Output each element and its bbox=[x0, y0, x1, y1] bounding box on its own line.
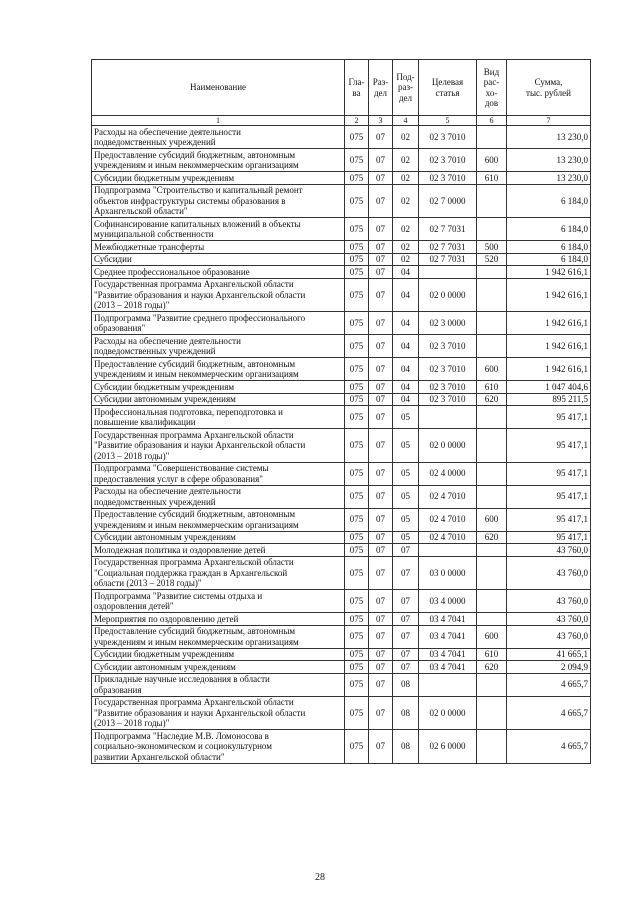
table-row bbox=[92, 462, 591, 485]
row-name-cell: Субсидии бюджетным учреждениям bbox=[92, 172, 345, 185]
row-name-cell: Государственная программа Архангельской области "Развитие образования и науки Архангельской области (2013 – 2018 годы)" bbox=[92, 278, 345, 312]
row-name-cell: Среднее профессиональное образование bbox=[92, 266, 345, 279]
table-row bbox=[92, 730, 591, 764]
row-name-cell: Подпрограмма "Развитие среднего профессионального образования" bbox=[92, 312, 345, 335]
row-celevaya-cell: 02 4 7010 bbox=[419, 508, 477, 531]
row-vid-cell bbox=[477, 462, 507, 485]
row-glava-cell: 075 bbox=[345, 673, 369, 696]
row-vid-cell: 600 bbox=[477, 149, 507, 172]
row-summa-cell: 43 760,0 bbox=[507, 625, 591, 648]
row-glava-cell: 075 bbox=[345, 625, 369, 648]
table-row bbox=[92, 218, 591, 241]
row-podrazdel-cell: 07 bbox=[393, 648, 419, 661]
table-row bbox=[92, 381, 591, 394]
row-summa-cell: 95 417,1 bbox=[507, 531, 591, 544]
row-vid-cell bbox=[477, 335, 507, 358]
row-summa-cell: 895 211,5 bbox=[507, 393, 591, 406]
row-glava-cell: 075 bbox=[345, 381, 369, 394]
table-row bbox=[92, 406, 591, 429]
row-summa-cell: 41 665,1 bbox=[507, 648, 591, 661]
row-razdel-cell: 07 bbox=[369, 544, 393, 557]
column-number-row bbox=[92, 116, 591, 126]
row-podrazdel-cell: 02 bbox=[393, 126, 419, 149]
row-glava-cell: 075 bbox=[345, 590, 369, 613]
table-row bbox=[92, 312, 591, 335]
row-summa-cell: 95 417,1 bbox=[507, 485, 591, 508]
row-summa-cell: 43 760,0 bbox=[507, 556, 591, 590]
row-vid-cell bbox=[477, 556, 507, 590]
row-vid-cell: 600 bbox=[477, 358, 507, 381]
row-razdel-cell: 07 bbox=[369, 381, 393, 394]
row-podrazdel-cell: 02 bbox=[393, 241, 419, 254]
table-row bbox=[92, 590, 591, 613]
table-row bbox=[92, 253, 591, 266]
row-glava-cell: 075 bbox=[345, 730, 369, 764]
row-glava-cell: 075 bbox=[345, 278, 369, 312]
row-vid-cell: 620 bbox=[477, 661, 507, 674]
row-summa-cell: 6 184,0 bbox=[507, 241, 591, 254]
row-vid-cell bbox=[477, 312, 507, 335]
row-vid-cell bbox=[477, 278, 507, 312]
row-name-cell: Софинансирование капитальных вложений в объекты муниципальной собственности bbox=[92, 218, 345, 241]
row-celevaya-cell: 02 0 0000 bbox=[419, 429, 477, 463]
table-row bbox=[92, 556, 591, 590]
row-razdel-cell: 07 bbox=[369, 673, 393, 696]
row-summa-cell: 1 942 616,1 bbox=[507, 266, 591, 279]
row-glava-cell: 075 bbox=[345, 429, 369, 463]
row-name-cell: Субсидии бюджетным учреждениям bbox=[92, 648, 345, 661]
row-podrazdel-cell: 04 bbox=[393, 278, 419, 312]
row-celevaya-cell: 02 7 0000 bbox=[419, 184, 477, 218]
row-podrazdel-cell: 08 bbox=[393, 696, 419, 730]
col-name-header: Наименование bbox=[92, 60, 345, 116]
row-name-cell: Расходы на обеспечение деятельности подведомственных учреждений bbox=[92, 485, 345, 508]
row-podrazdel-cell: 04 bbox=[393, 335, 419, 358]
row-glava-cell: 075 bbox=[345, 253, 369, 266]
row-razdel-cell: 07 bbox=[369, 172, 393, 185]
row-name-cell: Мероприятия по оздоровлению детей bbox=[92, 613, 345, 626]
row-glava-cell: 075 bbox=[345, 661, 369, 674]
row-celevaya-cell: 02 3 7010 bbox=[419, 381, 477, 394]
col-razdel-header: Раз- дел bbox=[369, 60, 393, 116]
row-name-cell: Государственная программа Архангельской области "Развитие образования и науки Архангельской области (2013 – 2018 годы)" bbox=[92, 696, 345, 730]
row-name-cell: Субсидии автономным учреждениям bbox=[92, 531, 345, 544]
row-razdel-cell: 07 bbox=[369, 648, 393, 661]
row-name-cell: Государственная программа Архангельской области "Развитие образования и науки Архангельской области (2013 – 2018 годы)" bbox=[92, 429, 345, 463]
row-razdel-cell: 07 bbox=[369, 241, 393, 254]
table-row bbox=[92, 358, 591, 381]
row-summa-cell: 13 230,0 bbox=[507, 172, 591, 185]
row-podrazdel-cell: 07 bbox=[393, 590, 419, 613]
row-vid-cell: 600 bbox=[477, 508, 507, 531]
row-vid-cell bbox=[477, 218, 507, 241]
row-celevaya-cell: 02 4 7010 bbox=[419, 531, 477, 544]
col-number: 3 bbox=[369, 116, 393, 126]
row-summa-cell: 95 417,1 bbox=[507, 429, 591, 463]
budget-sheet bbox=[91, 59, 590, 764]
row-glava-cell: 075 bbox=[345, 172, 369, 185]
row-celevaya-cell: 02 4 0000 bbox=[419, 462, 477, 485]
row-razdel-cell: 07 bbox=[369, 266, 393, 279]
row-razdel-cell: 07 bbox=[369, 429, 393, 463]
row-razdel-cell: 07 bbox=[369, 531, 393, 544]
row-razdel-cell: 07 bbox=[369, 393, 393, 406]
row-podrazdel-cell: 02 bbox=[393, 253, 419, 266]
row-podrazdel-cell: 04 bbox=[393, 393, 419, 406]
row-podrazdel-cell: 02 bbox=[393, 149, 419, 172]
row-celevaya-cell: 03 0 0000 bbox=[419, 556, 477, 590]
row-vid-cell bbox=[477, 696, 507, 730]
row-name-cell: Предоставление субсидий бюджетным, автономным учреждениям и иным некоммерческим организациям bbox=[92, 508, 345, 531]
row-name-cell: Расходы на обеспечение деятельности подведомственных учреждений bbox=[92, 335, 345, 358]
row-name-cell: Субсидии бюджетным учреждениям bbox=[92, 381, 345, 394]
row-summa-cell: 1 942 616,1 bbox=[507, 358, 591, 381]
row-celevaya-cell bbox=[419, 673, 477, 696]
row-podrazdel-cell: 04 bbox=[393, 381, 419, 394]
row-summa-cell: 43 760,0 bbox=[507, 613, 591, 626]
row-vid-cell bbox=[477, 406, 507, 429]
row-razdel-cell: 07 bbox=[369, 730, 393, 764]
row-summa-cell: 95 417,1 bbox=[507, 462, 591, 485]
col-number: 7 bbox=[507, 116, 591, 126]
row-celevaya-cell: 02 3 7010 bbox=[419, 335, 477, 358]
row-summa-cell: 6 184,0 bbox=[507, 218, 591, 241]
row-vid-cell: 600 bbox=[477, 625, 507, 648]
row-razdel-cell: 07 bbox=[369, 661, 393, 674]
table-row bbox=[92, 241, 591, 254]
row-summa-cell: 95 417,1 bbox=[507, 406, 591, 429]
row-razdel-cell: 07 bbox=[369, 253, 393, 266]
row-name-cell: Предоставление субсидий бюджетным, автономным учреждениям и иным некоммерческим организациям bbox=[92, 149, 345, 172]
row-glava-cell: 075 bbox=[345, 508, 369, 531]
row-summa-cell: 13 230,0 bbox=[507, 126, 591, 149]
row-podrazdel-cell: 02 bbox=[393, 184, 419, 218]
row-summa-cell: 4 665,7 bbox=[507, 696, 591, 730]
row-name-cell: Профессиональная подготовка, переподготовка и повышение квалификации bbox=[92, 406, 345, 429]
row-vid-cell bbox=[477, 485, 507, 508]
row-celevaya-cell: 02 4 7010 bbox=[419, 485, 477, 508]
row-summa-cell: 4 665,7 bbox=[507, 673, 591, 696]
row-podrazdel-cell: 07 bbox=[393, 613, 419, 626]
row-glava-cell: 075 bbox=[345, 241, 369, 254]
col-summa-header: Сумма, тыс. рублей bbox=[507, 60, 591, 116]
table-row bbox=[92, 126, 591, 149]
row-podrazdel-cell: 07 bbox=[393, 556, 419, 590]
row-celevaya-cell: 02 3 7010 bbox=[419, 149, 477, 172]
table-row bbox=[92, 613, 591, 626]
table-row bbox=[92, 172, 591, 185]
row-razdel-cell: 07 bbox=[369, 218, 393, 241]
row-name-cell: Субсидии автономным учреждениям bbox=[92, 661, 345, 674]
row-razdel-cell: 07 bbox=[369, 613, 393, 626]
row-summa-cell: 1 942 616,1 bbox=[507, 312, 591, 335]
row-glava-cell: 075 bbox=[345, 485, 369, 508]
row-podrazdel-cell: 02 bbox=[393, 172, 419, 185]
row-summa-cell: 43 760,0 bbox=[507, 590, 591, 613]
table-row bbox=[92, 485, 591, 508]
row-vid-cell bbox=[477, 613, 507, 626]
row-celevaya-cell: 02 3 7010 bbox=[419, 172, 477, 185]
row-podrazdel-cell: 04 bbox=[393, 266, 419, 279]
row-glava-cell: 075 bbox=[345, 266, 369, 279]
row-podrazdel-cell: 05 bbox=[393, 485, 419, 508]
row-vid-cell: 620 bbox=[477, 531, 507, 544]
row-razdel-cell: 07 bbox=[369, 625, 393, 648]
row-podrazdel-cell: 04 bbox=[393, 312, 419, 335]
row-podrazdel-cell: 05 bbox=[393, 531, 419, 544]
row-celevaya-cell: 03 4 7041 bbox=[419, 661, 477, 674]
row-razdel-cell: 07 bbox=[369, 335, 393, 358]
row-summa-cell: 2 094,9 bbox=[507, 661, 591, 674]
row-glava-cell: 075 bbox=[345, 531, 369, 544]
row-celevaya-cell: 02 3 7010 bbox=[419, 358, 477, 381]
row-name-cell: Субсидии автономным учреждениям bbox=[92, 393, 345, 406]
row-vid-cell bbox=[477, 730, 507, 764]
row-vid-cell bbox=[477, 590, 507, 613]
row-vid-cell bbox=[477, 126, 507, 149]
row-glava-cell: 075 bbox=[345, 184, 369, 218]
row-podrazdel-cell: 05 bbox=[393, 462, 419, 485]
row-celevaya-cell bbox=[419, 266, 477, 279]
row-glava-cell: 075 bbox=[345, 126, 369, 149]
row-celevaya-cell: 03 4 7041 bbox=[419, 648, 477, 661]
row-razdel-cell: 07 bbox=[369, 590, 393, 613]
row-summa-cell: 6 184,0 bbox=[507, 184, 591, 218]
col-number: 2 bbox=[345, 116, 369, 126]
row-vid-cell: 620 bbox=[477, 393, 507, 406]
col-celevaya-header: Целевая статья bbox=[419, 60, 477, 116]
row-vid-cell: 520 bbox=[477, 253, 507, 266]
row-razdel-cell: 07 bbox=[369, 184, 393, 218]
row-razdel-cell: 07 bbox=[369, 485, 393, 508]
row-podrazdel-cell: 07 bbox=[393, 544, 419, 557]
table-row bbox=[92, 625, 591, 648]
row-celevaya-cell: 03 4 0000 bbox=[419, 590, 477, 613]
row-celevaya-cell bbox=[419, 406, 477, 429]
row-name-cell: Межбюджетные трансферты bbox=[92, 241, 345, 254]
row-podrazdel-cell: 04 bbox=[393, 358, 419, 381]
row-celevaya-cell: 03 4 7041 bbox=[419, 625, 477, 648]
row-celevaya-cell: 02 0 0000 bbox=[419, 696, 477, 730]
row-vid-cell: 610 bbox=[477, 381, 507, 394]
row-celevaya-cell: 02 3 0000 bbox=[419, 312, 477, 335]
row-glava-cell: 075 bbox=[345, 613, 369, 626]
table-row bbox=[92, 508, 591, 531]
row-summa-cell: 1 047 404,6 bbox=[507, 381, 591, 394]
table-row bbox=[92, 531, 591, 544]
table-row bbox=[92, 661, 591, 674]
row-vid-cell bbox=[477, 673, 507, 696]
col-vid-header: Вид рас- хо- дов bbox=[477, 60, 507, 116]
col-number: 6 bbox=[477, 116, 507, 126]
row-summa-cell: 43 760,0 bbox=[507, 544, 591, 557]
col-number: 5 bbox=[419, 116, 477, 126]
table-row bbox=[92, 673, 591, 696]
col-number: 4 bbox=[393, 116, 419, 126]
row-razdel-cell: 07 bbox=[369, 462, 393, 485]
row-summa-cell: 1 942 616,1 bbox=[507, 278, 591, 312]
row-summa-cell: 4 665,7 bbox=[507, 730, 591, 764]
row-vid-cell: 610 bbox=[477, 648, 507, 661]
row-name-cell: Субсидии bbox=[92, 253, 345, 266]
row-glava-cell: 075 bbox=[345, 406, 369, 429]
row-podrazdel-cell: 08 bbox=[393, 730, 419, 764]
row-name-cell: Предоставление субсидий бюджетным, автономным учреждениям и иным некоммерческим организациям bbox=[92, 625, 345, 648]
row-name-cell: Предоставление субсидий бюджетным, автономным учреждениям и иным некоммерческим организациям bbox=[92, 358, 345, 381]
col-number: 1 bbox=[92, 116, 345, 126]
row-razdel-cell: 07 bbox=[369, 149, 393, 172]
row-celevaya-cell: 02 7 7031 bbox=[419, 241, 477, 254]
row-name-cell: Прикладные научные исследования в области образования bbox=[92, 673, 345, 696]
table-row bbox=[92, 429, 591, 463]
row-podrazdel-cell: 02 bbox=[393, 218, 419, 241]
row-glava-cell: 075 bbox=[345, 312, 369, 335]
row-glava-cell: 075 bbox=[345, 648, 369, 661]
row-glava-cell: 075 bbox=[345, 358, 369, 381]
row-vid-cell bbox=[477, 544, 507, 557]
row-name-cell: Подпрограмма "Совершенствование системы предоставления услуг в сфере образования" bbox=[92, 462, 345, 485]
row-vid-cell: 500 bbox=[477, 241, 507, 254]
row-glava-cell: 075 bbox=[345, 556, 369, 590]
row-name-cell: Подпрограмма "Развитие системы отдыха и оздоровления детей" bbox=[92, 590, 345, 613]
row-podrazdel-cell: 05 bbox=[393, 406, 419, 429]
row-name-cell: Молодежная политика и оздоровление детей bbox=[92, 544, 345, 557]
row-summa-cell: 1 942 616,1 bbox=[507, 335, 591, 358]
row-celevaya-cell: 02 6 0000 bbox=[419, 730, 477, 764]
row-celevaya-cell: 02 0 0000 bbox=[419, 278, 477, 312]
row-razdel-cell: 07 bbox=[369, 312, 393, 335]
row-vid-cell bbox=[477, 429, 507, 463]
row-name-cell: Подпрограмма "Наследие М.В. Ломоносова в социально-экономическом и социокультурном развитии Архангельской области" bbox=[92, 730, 345, 764]
budget-table bbox=[91, 59, 591, 764]
row-name-cell: Подпрограмма "Строительство и капитальный ремонт объектов инфраструктуры системы образования в Архангельской области" bbox=[92, 184, 345, 218]
row-podrazdel-cell: 05 bbox=[393, 508, 419, 531]
row-vid-cell bbox=[477, 184, 507, 218]
col-podrazdel-header: Под- раз- дел bbox=[393, 60, 419, 116]
table-row bbox=[92, 544, 591, 557]
row-glava-cell: 075 bbox=[345, 544, 369, 557]
row-vid-cell bbox=[477, 266, 507, 279]
row-razdel-cell: 07 bbox=[369, 556, 393, 590]
row-celevaya-cell: 02 3 7010 bbox=[419, 393, 477, 406]
row-celevaya-cell bbox=[419, 544, 477, 557]
row-celevaya-cell: 02 7 7031 bbox=[419, 253, 477, 266]
row-glava-cell: 075 bbox=[345, 462, 369, 485]
header-row bbox=[92, 60, 591, 116]
row-glava-cell: 075 bbox=[345, 149, 369, 172]
row-summa-cell: 6 184,0 bbox=[507, 253, 591, 266]
table-row bbox=[92, 266, 591, 279]
row-glava-cell: 075 bbox=[345, 393, 369, 406]
row-razdel-cell: 07 bbox=[369, 126, 393, 149]
row-summa-cell: 95 417,1 bbox=[507, 508, 591, 531]
row-razdel-cell: 07 bbox=[369, 508, 393, 531]
row-podrazdel-cell: 07 bbox=[393, 661, 419, 674]
row-vid-cell: 610 bbox=[477, 172, 507, 185]
row-podrazdel-cell: 07 bbox=[393, 625, 419, 648]
row-summa-cell: 13 230,0 bbox=[507, 149, 591, 172]
row-glava-cell: 075 bbox=[345, 218, 369, 241]
table-row bbox=[92, 393, 591, 406]
row-glava-cell: 075 bbox=[345, 696, 369, 730]
row-name-cell: Расходы на обеспечение деятельности подведомственных учреждений bbox=[92, 126, 345, 149]
table-row bbox=[92, 184, 591, 218]
table-row bbox=[92, 149, 591, 172]
page-number: 28 bbox=[315, 872, 325, 883]
row-razdel-cell: 07 bbox=[369, 278, 393, 312]
row-glava-cell: 075 bbox=[345, 335, 369, 358]
table-row bbox=[92, 696, 591, 730]
table-row bbox=[92, 335, 591, 358]
row-celevaya-cell: 02 7 7031 bbox=[419, 218, 477, 241]
row-razdel-cell: 07 bbox=[369, 696, 393, 730]
row-podrazdel-cell: 05 bbox=[393, 429, 419, 463]
row-razdel-cell: 07 bbox=[369, 406, 393, 429]
row-celevaya-cell: 03 4 7041 bbox=[419, 613, 477, 626]
row-podrazdel-cell: 08 bbox=[393, 673, 419, 696]
row-razdel-cell: 07 bbox=[369, 358, 393, 381]
col-glava-header: Гла- ва bbox=[345, 60, 369, 116]
row-name-cell: Государственная программа Архангельской области "Социальная поддержка граждан в Архангельской области (2013 – 2018 годы)" bbox=[92, 556, 345, 590]
table-row bbox=[92, 278, 591, 312]
table-row bbox=[92, 648, 591, 661]
row-celevaya-cell: 02 3 7010 bbox=[419, 126, 477, 149]
